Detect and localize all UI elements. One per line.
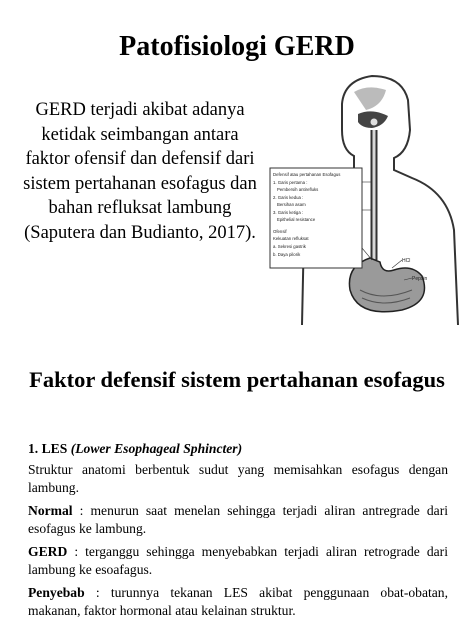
intro-paragraph: GERD terjadi akibat adanya ketidak seimbangan antara faktor ofensif dan defensif dari sistem pertahanan esofagus dan bahan refluksat lambung (Saputera dan Budianto, 2017). <box>23 100 257 243</box>
gerd-anatomy-illustration <box>262 70 472 330</box>
normal-text: : menurun saat menelan sehingga terjadi aliran antregrade dari esofagus ke lambung. <box>28 503 448 536</box>
page-title: Patofisiologi GERD <box>119 31 355 62</box>
les-section <box>28 440 448 625</box>
box-line: b. Daya pilorik <box>273 252 301 257</box>
hcl-label: HCl <box>402 258 411 264</box>
box-line: Pembersih antirefluks <box>277 187 319 192</box>
anatomy-drawing <box>262 70 472 330</box>
cause-paragraph <box>28 584 448 620</box>
gerd-label: GERD <box>28 544 68 559</box>
les-expansion: (Lower Esophageal Sphincter) <box>70 441 243 456</box>
box-line: 2. Garis kedua : <box>273 195 304 200</box>
box-line: Defensif atau pertahanan Esofagus <box>273 172 341 177</box>
box-line: Epithelial resistance <box>277 217 316 222</box>
pepsin-label: Pepsin <box>412 276 428 282</box>
normal-paragraph <box>28 502 448 538</box>
cause-text: : turunnya tekanan LES akibat penggunaan obat-obatan, makanan, faktor hormonal atau kelainan struktur. <box>28 585 448 618</box>
section-heading: Faktor defensif sistem pertahanan esofagus <box>29 367 445 392</box>
box-line: Kekuatan refluksat <box>273 236 309 241</box>
box-line: Bersihan asam <box>277 202 306 207</box>
box-line: a. Sekresi gastrik <box>273 244 306 249</box>
box-line: Ofensif <box>273 229 287 234</box>
les-definition: Struktur anatomi berbentuk sudut yang memisahkan esofagus dengan lambung. <box>28 462 448 495</box>
les-number: 1. LES <box>28 441 71 456</box>
cause-label: Penyebab <box>28 585 85 600</box>
box-line: 1. Garis pertama : <box>273 180 308 185</box>
gerd-text: : terganggu sehingga menyebabkan terjadi aliran retrograde dari lambung ke esoafagus. <box>28 544 448 577</box>
normal-label: Normal <box>28 503 73 518</box>
box-line: 3. Garis ketiga : <box>273 210 304 215</box>
gerd-paragraph <box>28 543 448 579</box>
les-subheading <box>28 440 448 458</box>
